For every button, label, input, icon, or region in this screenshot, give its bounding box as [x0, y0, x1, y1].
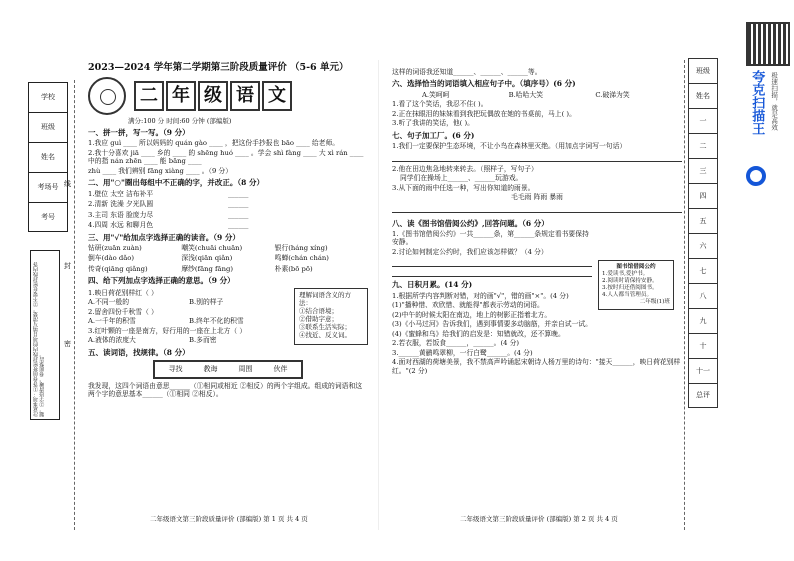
row-text: 4.四周 水远 和聊月色 — [88, 221, 154, 230]
exam-title: 2023—2024 学年第二学期第三阶段质量评价 （5-6 单元） — [88, 62, 349, 73]
word: 伙伴 — [273, 365, 288, 374]
subject-title — [134, 81, 292, 111]
pact-item: 4.人人都当管理员。 — [602, 291, 653, 298]
question-text: 3.从下面的雨中任选一种，写出你知道的雨景。 — [392, 183, 535, 192]
section-8-title: 八、读《图书馆借阅公约》,回答问题。（6 分） — [392, 218, 549, 228]
exam-notes: 注意事项：①答卷前将密封线内的项目填写清楚。②不要在密封线内答题。③字迹清晰，卷面整洁。 — [30, 250, 60, 420]
brand-name: 夸克扫描王 — [749, 70, 765, 135]
question-text: (4)《蜜蜂和乌》给我们的启发是：知错就改，还不算晚。 — [392, 329, 565, 338]
answer-line[interactable] — [392, 257, 592, 267]
section-4-body — [88, 288, 368, 345]
option: A.液体的浓度大 — [88, 336, 136, 345]
brand-slogan: 极速扫描，就是高效 — [770, 72, 779, 131]
question-text: 1.根据所学内容判断对错，对的画"√"，错的画"×"。(4 分) — [392, 291, 569, 300]
pinyin-option: 倒车(dào dǎo) — [88, 254, 135, 263]
pact-title: 图书馆借阅公约 — [616, 264, 656, 270]
pinyin-option: 朴素(bō pō) — [274, 264, 313, 273]
question-text: 1.映日荷花别样红（ ） — [88, 288, 158, 297]
tip-item: ②借助字意； — [299, 315, 338, 324]
seal-mark: 密 — [64, 340, 71, 348]
word: 周围 — [238, 365, 253, 374]
word-box — [153, 360, 303, 379]
question-text: 1.看了这个笑话，我忍不住( )。 — [392, 100, 488, 109]
field-exam-room: 考场号 — [28, 172, 68, 202]
section-6-title: 六、选择恰当的词语填入相应句子中。（填序号）(6 分) — [392, 79, 576, 89]
page-footer: 二年级语文第三阶段质量评价 (部编版) 第 2 页 共 4 页 — [460, 515, 618, 523]
question-text: 1.我应 guì ____ 所以妈妈的 quán gào ____ ，把这份手抄报也 bāo ____ 给老师。 — [88, 139, 340, 148]
field-school: 学校 — [28, 82, 68, 112]
option: B.哈哈大笑 — [508, 90, 543, 99]
question-text: 我发现，这四个词语由意思______（①相同或相近 ②相反）的两个字组成。组成的词语和这两个字的意思基本______（①相同 ②相反）。 — [88, 381, 363, 399]
pinyin-option: 银行(háng xíng) — [274, 244, 328, 252]
row-blank: ______ — [228, 189, 249, 198]
answer-line[interactable] — [392, 267, 592, 277]
library-pact-box — [598, 260, 674, 310]
row-blank: ______ — [228, 221, 249, 230]
option: C.破涕为笑 — [595, 90, 630, 99]
question-text: (2)中午的时候太阳在南边，地上的树影正指着北方。 — [392, 310, 552, 319]
section-6-options — [392, 91, 682, 99]
tip-item: ①结合语境； — [299, 307, 338, 316]
question-text: 2.留舍四份千秋雪（ ） — [88, 307, 158, 316]
score-row: 九 — [688, 308, 718, 333]
brand-logo-icon — [746, 166, 766, 186]
section-4-title: 四、给下列加点字选择正确的意思。（9 分） — [88, 276, 235, 286]
pinyin-option: 鸣蝉(chán chán) — [274, 254, 329, 263]
score-row: 五 — [688, 208, 718, 233]
row-text: 3.主司 东语 脸庞力尽 — [88, 210, 154, 219]
pact-item: 1.爱读书,爱护书。 — [602, 270, 649, 277]
subject-banner — [88, 77, 368, 115]
row-blank: ______ — [228, 200, 249, 209]
section-2-rows — [88, 190, 368, 230]
question-text: zhù ____ 我们辨别 fāng xiàng ____ 。（9 分） — [88, 166, 233, 175]
question-text: 2.他在田边焦急地转来转去。（照样子，写句子） — [392, 164, 538, 173]
section-7-title: 七、句子加工厂。(6 分) — [392, 130, 475, 140]
question-text: 1.我们一定要保护生态环境，不让小鸟在森林里灭绝。（用加点字词写一句话） — [392, 142, 627, 151]
row-text: 2.清新 洗澡 夕光队圆 — [88, 200, 154, 209]
seal-mark: 线 — [64, 180, 71, 188]
field-name: 姓名 — [28, 142, 68, 172]
row-text: 1.壁位 太空 洁布补平 — [88, 189, 154, 198]
question-text: 4.面对西湖的荷塘美景，我不禁高声吟诵起宋朝诗人杨万里的诗句："接天______，映日荷花别样红。"(2 分) — [392, 358, 681, 375]
seal-mark: 封 — [64, 262, 71, 270]
option: A.不同一般的 — [88, 298, 130, 307]
question-text: 1.《图书馆借阅公约》一共______条，第______条规定看书要保持安静。 — [392, 229, 589, 247]
section-2-title: 二、用"○"圈出每组中不正确的字，并改正。（8 分） — [88, 178, 264, 188]
question-text: 2.正在抹眼泪的妹妹看到我把玩偶放在她的书桌前，马上( )。 — [392, 109, 576, 118]
score-row: 六 — [688, 233, 718, 258]
score-row: 二 — [688, 133, 718, 158]
tip-item: ③联系生活实际； — [299, 323, 351, 332]
score-row: 八 — [688, 283, 718, 308]
question-text: (3)《小马过河》告诉我们，遇到事情要多动脑筋，并亲自试一试。 — [392, 320, 592, 329]
subject-char: 语 — [230, 81, 260, 111]
method-tip-box — [294, 288, 368, 345]
pinyin-option: 嘲笑(chuāi chuān) — [181, 244, 243, 252]
option: A.一千年的积雪 — [88, 317, 136, 326]
flower-icon — [88, 77, 126, 115]
question-text: 这样的词语我还知道______、______、______等。 — [392, 68, 542, 76]
score-total: 总评 — [688, 383, 718, 408]
subject-char: 二 — [134, 81, 164, 111]
page-1 — [88, 62, 368, 400]
subject-char: 文 — [262, 81, 292, 111]
score-strip — [688, 58, 718, 408]
question-text: 2.讨论如何制定公约时，我们应该怎样做？（4 分） — [392, 247, 548, 256]
qr-code-icon[interactable] — [746, 22, 790, 66]
subject-char: 年 — [166, 81, 196, 111]
word: 教诲 — [203, 365, 218, 374]
score-row: 十一 — [688, 358, 718, 383]
pact-item: 3.按时归还借阅图书。 — [602, 284, 658, 291]
section-3-rows — [88, 244, 368, 273]
section-9-title: 九、日积月累。(14 分) — [392, 280, 473, 290]
field-class: 班级 — [28, 112, 68, 142]
score-row: 十 — [688, 333, 718, 358]
answer-line[interactable] — [392, 152, 682, 162]
question-text: (1)"播种惜、欢欣惜、就能得"都表示劳动的词语。 — [392, 301, 544, 310]
pinyin-option: 深浅(qiān qiǎn) — [181, 254, 233, 263]
pact-sign: 二年级(1)班 — [639, 298, 670, 305]
question-text: 2.我十分喜欢 jiā ____ 乡的 ____ 的 shēng huó ____ 。学会 shì fàng ____ 大 xì rán ____ 中的指 nán zhēn ____ 能 bāng ____ — [88, 148, 364, 166]
question-text: 3.听了我讲的笑话，他( )。 — [392, 119, 474, 128]
subject-char: 级 — [198, 81, 228, 111]
section-5-title: 五、读词语，找规律。（8 分） — [88, 347, 190, 357]
score-label: 班级 — [688, 58, 718, 83]
option: B.终年不化的积雪 — [189, 317, 244, 326]
question-text: 3.______黄鹂鸣翠柳，一行白鹭______。(4 分) — [392, 348, 533, 357]
tip-item: ④找近、反义词。 — [299, 331, 351, 340]
pinyin-option: 传奇(qiāng qiǎng) — [88, 264, 148, 273]
seal-line-right — [684, 60, 685, 530]
option: A.笑呵呵 — [422, 90, 450, 99]
pact-item: 2.阅读时请保持安静。 — [602, 277, 658, 284]
word: 寻找 — [168, 365, 183, 374]
page-divider — [378, 60, 379, 530]
pinyin-option: 钻研(zuān zuàn) — [88, 244, 142, 252]
question-text: 2.若衣服，若饭食______，______。(4 分) — [392, 339, 520, 348]
page-2 — [392, 62, 682, 376]
rain-options: 毛毛雨 阵雨 暴雨 — [511, 193, 563, 202]
score-label: 姓名 — [688, 83, 718, 108]
score-row: 一 — [688, 108, 718, 133]
answer-line[interactable] — [392, 203, 682, 213]
option: B.多而密 — [189, 336, 217, 345]
field-exam-number: 考号 — [28, 202, 68, 232]
section-3-title: 三、用"√"给加点字选择正确的读音。（9 分） — [88, 232, 240, 242]
question-text: 3.红叶颗的一座是南方，好行用的一座在上北方（ ） — [88, 326, 247, 335]
score-row: 四 — [688, 183, 718, 208]
pinyin-option: 摩纱(fāng fāng) — [181, 264, 233, 273]
question-text: 同学们在操场上______、______玩游戏。 — [400, 174, 523, 183]
page-footer: 二年级语文第三阶段质量评价 (部编版) 第 1 页 共 4 页 — [150, 515, 308, 523]
exam-meta: 满分:100 分 时间:60 分钟 (部编版) — [128, 116, 232, 125]
student-info-panel — [28, 82, 68, 232]
row-blank: ______ — [228, 210, 249, 219]
tip-title: 理解词语含义的方法： — [299, 290, 351, 307]
section-1-title: 一、拼一拼，写一写。（9 分） — [88, 128, 190, 137]
option: B.别的样子 — [189, 298, 224, 307]
score-row: 三 — [688, 158, 718, 183]
seal-line-left — [74, 80, 75, 530]
score-row: 七 — [688, 258, 718, 283]
